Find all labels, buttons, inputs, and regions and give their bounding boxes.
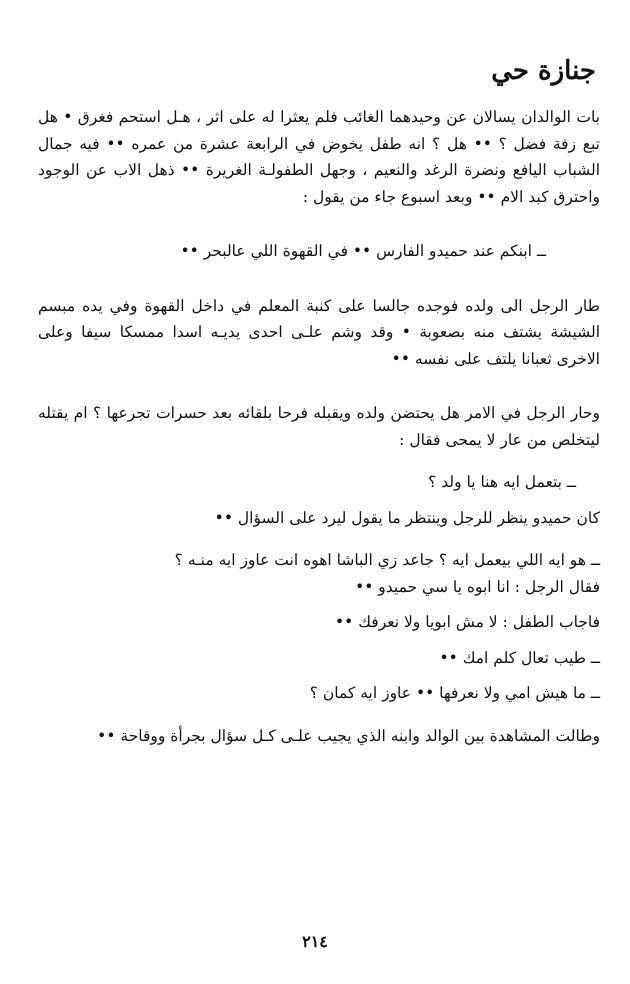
dialog-line-2: كان حميدو ينظر للرجل وينتظر ما يقول ليرد على السؤال •• xyxy=(214,508,600,527)
paragraph-3: وحار الرجل في الامر هل يحتضن ولده ويقبله فرحا بلقائه بعد حسرات تجرعها ؟ ام يقتله ليتخلص من عار لا يمحى فقال : xyxy=(38,404,600,449)
dialog-line-3: ــ هو ايه اللي بيعمل ايه ؟ جاعد زي الباشا اهوه انت عاوز ايه منـه ؟ xyxy=(174,551,600,569)
paragraph-1: بات الوالدان يسالان عن وحيدهما الغائب فلم يعثرا له على اثر ، هـل استحم فغرق • هل تبع زفة فضل ؟ •• هل ؟ انه طفل يخوض في الرابعة عشرة من عمره •• فيه جمال الشباب اليافع ونضرة الرغد والنعيم ، وجهل الطفولـة الغريرة •• ذهل الاب عن الوجود واحترق كبد الام •• وبعد اسبوع جاء من يقول : xyxy=(38,108,600,206)
dialog-line-6: ــ طيب تعال كلم امك •• xyxy=(439,648,600,667)
paragraph-4: وطالت المشاهدة بين الوالد وابنه الذي يجيب علـى كـل سؤال بجرأة ووقاحة •• xyxy=(97,726,600,745)
story-title: جنازة حي xyxy=(491,56,596,86)
dialog-line-5: فاجاب الطفل : لا مش ابويا ولا نعرفك •• xyxy=(335,613,600,631)
dialog-line-7: ــ ما هيش امي ولا نعرفها •• عاوز ايه كمان ؟ xyxy=(309,684,600,702)
quote-1: ــ ابنكم عند حميدو الفارس •• في القهوة اللي عالبحر •• xyxy=(180,242,546,260)
paragraph-2: طار الرجل الى ولده فوجده جالسا على كنبة المعلم في داخل القهوة وفي يده مبسم الشيشة يشتف منه بصعوبة • وقد وشم علـى احدى يديـه اسدا ممسكا سيفا وعلى الاخرى ثعبانا يلتف على نفسه •• xyxy=(38,296,600,368)
dialog-line-1: ــ بتعمل ايه هنا يا ولد ؟ xyxy=(428,473,576,491)
page-body xyxy=(38,56,600,749)
dialog-line-4: فقال الرجل : انا ابوه يا سي حميدو •• xyxy=(355,577,600,596)
page-number: ٢١٤ xyxy=(302,932,328,951)
